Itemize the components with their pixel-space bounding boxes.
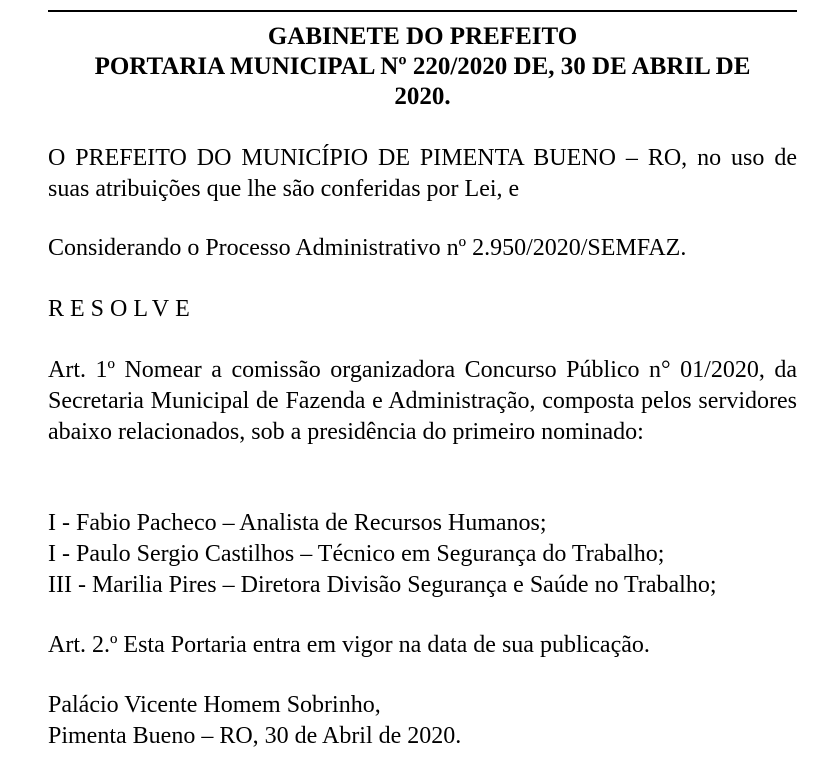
article-1-paragraph: Art. 1º Nomear a comissão organizadora Concurso Público n° 01/2020, da Secretaria Municipal de Fazenda e Administração, composta pelos servidores abaixo relacionados, sob a presidência do primeiro nominado:	[48, 357, 797, 445]
closing-date: Pimenta Bueno – RO, 30 de Abril de 2020.	[48, 723, 462, 749]
considering-paragraph: Considerando o Processo Administrativo nº 2.950/2020/SEMFAZ.	[48, 235, 687, 261]
closing-block	[48, 690, 797, 752]
member-item: I - Paulo Sergio Castilhos – Técnico em Segurança do Trabalho;	[48, 541, 665, 567]
resolve-heading: RESOLVE	[48, 296, 196, 322]
ordinance-title-year: 2020.	[394, 83, 451, 110]
member-item: I - Fabio Pacheco – Analista de Recursos Humanos;	[48, 510, 547, 536]
member-item: III - Marilia Pires – Diretora Divisão Segurança e Saúde no Trabalho;	[48, 572, 717, 598]
preamble-paragraph: O PREFEITO DO MUNICÍPIO DE PIMENTA BUENO – RO, no uso de suas atribuições que lhe são conferidas por Lei, e	[48, 145, 797, 202]
members-list	[48, 508, 797, 601]
office-heading: GABINETE DO PREFEITO	[267, 23, 578, 50]
ordinance-title: PORTARIA MUNICIPAL Nº 220/2020 DE, 30 DE ABRIL DE	[94, 53, 751, 80]
closing-place: Palácio Vicente Homem Sobrinho,	[48, 692, 381, 718]
article-2-paragraph: Art. 2.º Esta Portaria entra em vigor na data de sua publicação.	[48, 632, 650, 658]
top-rule	[48, 10, 797, 12]
